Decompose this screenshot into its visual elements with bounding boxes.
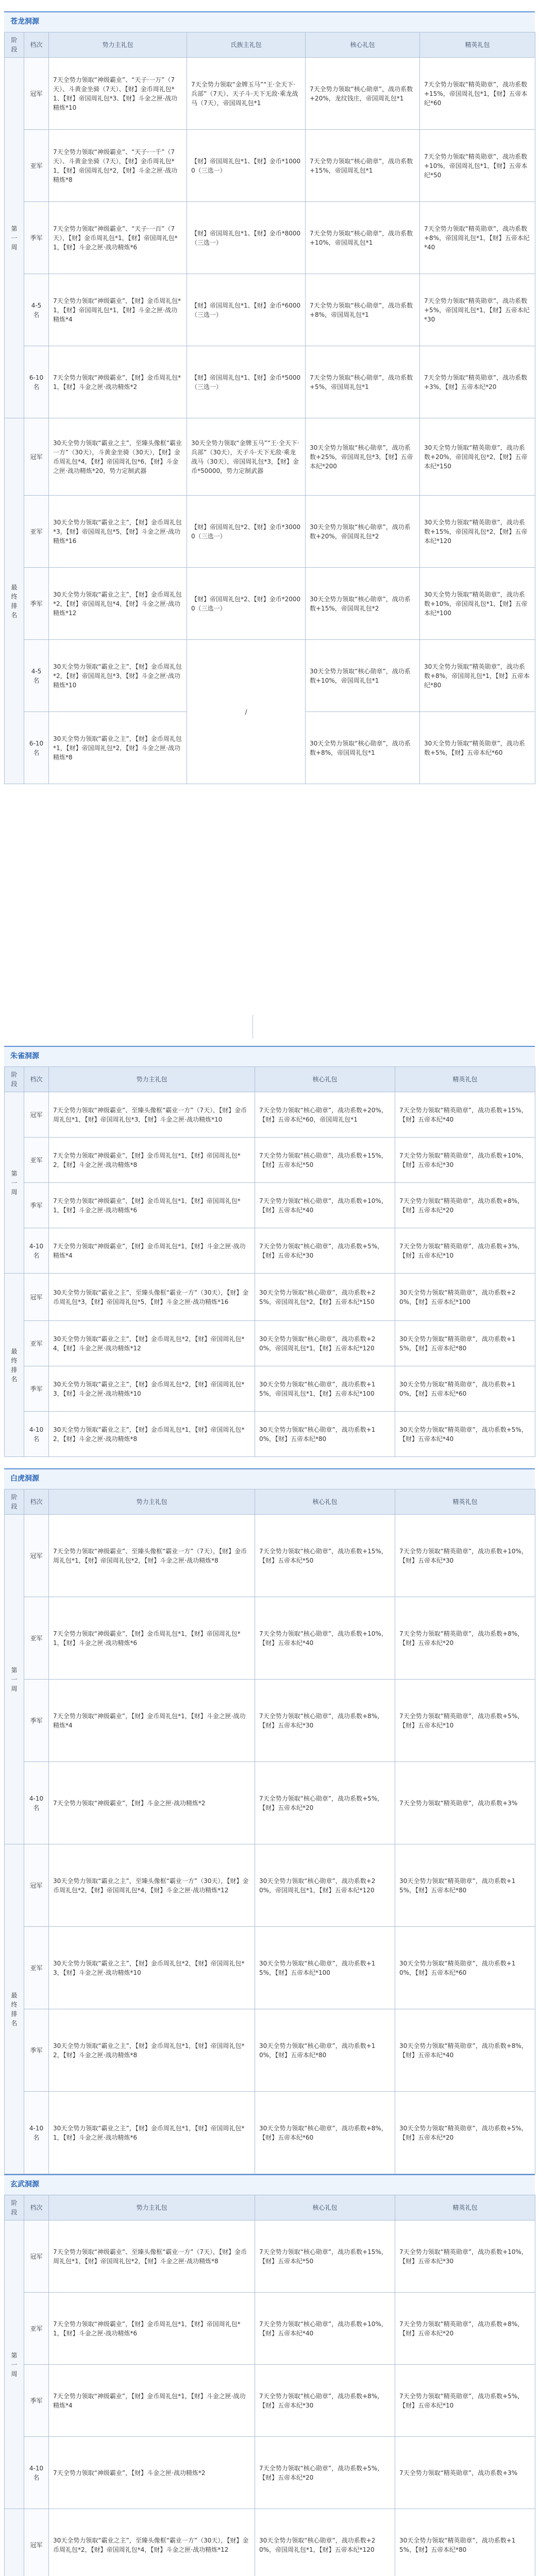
power-reward: 30天全势力领取“霸业之主”，【财】金币周礼包*2，【财】帝国周礼包*4，【财】斗金之匣·战功精炼*12 bbox=[49, 1321, 255, 1366]
table-row bbox=[5, 2009, 535, 2092]
tier-label: 4-10名 bbox=[24, 2437, 49, 2509]
tier-label: 4-10名 bbox=[24, 1228, 49, 1274]
reward-table bbox=[4, 1489, 535, 2174]
power-reward: 7天全势力领取“神级霸业”，【财】金币周礼包*1，【财】帝国周礼包*1，【财】斗金之匣·战功精炼*4 bbox=[49, 274, 187, 346]
elite-reward: 30天全势力领取“精英勋章”，战功系数+10%，【财】五帝本纪*60 bbox=[395, 1927, 535, 2009]
core-reward: 7天全势力领取“核心勋章”，战功系数+15%，【财】五帝本纪*50 bbox=[255, 2221, 395, 2293]
table-row bbox=[5, 1515, 535, 1597]
core-reward: 7天全势力领取“核心勋章”，战功系数+15%，【财】五帝本纪*50 bbox=[255, 1138, 395, 1183]
power-reward: 7天全势力领取“神级霸业”，【财】金币周礼包*1，【财】帝国周礼包*1，【财】斗金之匣·战功精炼*6 bbox=[49, 2293, 255, 2365]
power-reward: 30天全势力领取“霸业之主”，【财】金币周礼包*2，【财】帝国周礼包*3，【财】斗金之匣·战功精炼*10 bbox=[49, 640, 187, 712]
table-row bbox=[5, 1680, 535, 1762]
tier-label: 冠军 bbox=[24, 1274, 49, 1321]
section-title: 玄武洞源 bbox=[4, 2174, 535, 2195]
core-reward: 30天全势力领取“核心勋章”，战功系数+15%，帝国周礼包*1，【财】五帝本纪*100 bbox=[255, 1366, 395, 1412]
power-reward: 7天全势力领取“神级霸业”，【财】金币周礼包*1，【财】帝国周礼包*2，【财】斗金之匣·战功精炼*8 bbox=[49, 1138, 255, 1183]
reward-table bbox=[4, 1066, 535, 1457]
table-row bbox=[5, 2509, 535, 2576]
table-row bbox=[5, 1138, 535, 1183]
tier-label: 季军 bbox=[24, 1183, 49, 1228]
power-reward: 30天全势力领取“霸业之主”，至臻头像框“霸业一方”（30天），斗黄金坐骑（30天），【财】金币周礼包*4，【财】帝国周礼包*6，【财】斗金之匣·战功精炼*20，势力定制武器 bbox=[49, 418, 187, 496]
elite-reward: 30天全势力领取“精英勋章”，战功系数+15%，【财】五帝本纪*80 bbox=[395, 1844, 535, 1927]
power-reward: 7天全势力领取“神级霸业”，【财】斗金之匣·战功精炼*2 bbox=[49, 2437, 255, 2509]
section-title: 朱雀洞源 bbox=[4, 1046, 535, 1066]
table-row bbox=[5, 2365, 535, 2437]
tier-label: 冠军 bbox=[24, 1092, 49, 1138]
tier-label: 冠军 bbox=[24, 2221, 49, 2293]
core-reward: 30天全势力领取“核心勋章”，战功系数+20%，帝国周礼包*1，【财】五帝本纪*120 bbox=[255, 1321, 395, 1366]
core-reward: 7天全势力领取“核心勋章”，战功系数+8%，【财】五帝本纪*30 bbox=[255, 2365, 395, 2437]
elite-reward: 7天全势力领取“精英勋章”，战功系数+3%，【财】五帝本纪*20 bbox=[420, 346, 535, 418]
power-reward: 7天全势力领取“神级霸业”，【财】金币周礼包*1，【财】斗金之匣·战功精炼*4 bbox=[49, 1228, 255, 1274]
core-reward: 7天全势力领取“核心勋章”，战功系数+20%，【财】五帝本纪*60，帝国周礼包*1 bbox=[255, 1092, 395, 1138]
core-reward: 7天全势力领取“核心勋章”，战功系数+5%，帝国周礼包*1 bbox=[306, 346, 420, 418]
power-reward: 7天全势力领取“神级霸业”、至臻头像框“霸业一方”（7天），【财】金币周礼包*1，【财】帝国周礼包*2，【财】斗金之匣·战功精炼*8 bbox=[49, 2221, 255, 2293]
clan-reward-empty: / bbox=[187, 640, 306, 784]
core-reward: 7天全势力领取“核心勋章”，战功系数+8%，帝国周礼包*1 bbox=[306, 274, 420, 346]
tier-label: 季军 bbox=[24, 1366, 49, 1412]
header-stage: 阶段 bbox=[5, 2195, 24, 2221]
power-reward: 30天全势力领取“霸业之主”，【财】金币周礼包*2，【财】帝国周礼包*3，【财】斗金之匣·战功精炼*10 bbox=[49, 1366, 255, 1412]
elite-reward: 30天全势力领取“精英勋章”，战功系数+5%，【财】五帝本纪*20 bbox=[395, 2092, 535, 2174]
table-row bbox=[5, 1844, 535, 1927]
stage-label: 第一周 bbox=[5, 2221, 24, 2509]
core-reward: 30天全势力领取“核心勋章”，战功系数+8%，【财】五帝本纪*60 bbox=[255, 2092, 395, 2174]
power-reward: 30天全势力领取“霸业之主”，至臻头像框“霸业一方”（30天），【财】金币周礼包*2，【财】帝国周礼包*4，【财】斗金之匣·战功精炼*12 bbox=[49, 1844, 255, 1927]
reward-table bbox=[4, 2195, 535, 2576]
elite-reward: 30天全势力领取“精英勋章”，战功系数+8%，【财】五帝本纪*40 bbox=[395, 2009, 535, 2092]
tier-label: 亚军 bbox=[24, 1927, 49, 2009]
tier-label: 季军 bbox=[24, 568, 49, 640]
table-row bbox=[5, 1228, 535, 1274]
tier-label: 季军 bbox=[24, 2365, 49, 2437]
core-reward: 30天全势力领取“核心勋章”，战功系数+10%，【财】五帝本纪*80 bbox=[255, 1412, 395, 1457]
power-reward: 7天全势力领取“神级霸业”、“天子·一万”（7天）、斗黄金坐骑（7天）、【财】金币周礼包*1、【财】帝国周礼包*3、【财】斗金之匣·战功精炼*10 bbox=[49, 58, 187, 130]
table-row bbox=[5, 568, 535, 640]
table-row bbox=[5, 1321, 535, 1366]
header-elite: 精英礼包 bbox=[395, 1489, 535, 1515]
power-reward: 30天全势力领取“霸业之主”，【财】金币周礼包*1，【财】帝国周礼包*2，【财】斗金之匣·战功精炼*8 bbox=[49, 1412, 255, 1457]
core-reward: 7天全势力领取“核心勋章”，战功系数+15%，帝国周礼包*1 bbox=[306, 130, 420, 202]
elite-reward: 7天全势力领取“精英勋章”，战功系数+15%，【财】五帝本纪*40 bbox=[395, 1092, 535, 1138]
power-reward: 30天全势力领取“霸业之主”，【财】金币周礼包*2，【财】帝国周礼包*3，【财】斗金之匣·战功精炼*10 bbox=[49, 1927, 255, 2009]
table-row bbox=[5, 1274, 535, 1321]
elite-reward: 30天全势力领取“精英勋章”，战功系数+15%，帝国周礼包*2，【财】五帝本纪*120 bbox=[420, 496, 535, 568]
power-reward: 7天全势力领取“神级霸业”，【财】金币周礼包*1，【财】斗金之匣·战功精炼*4 bbox=[49, 1680, 255, 1762]
clan-reward: 30天全势力领取“金牌玉马”“王·全天下·兵部”（30天），天子斗·天下无敌·乘龙战马（30天），帝国周礼包*3，【财】金币*50000，势力定制武器 bbox=[187, 418, 306, 496]
table-row bbox=[5, 2437, 535, 2509]
tier-label: 4-10名 bbox=[24, 2092, 49, 2174]
clan-reward: 【财】帝国周礼包*1、【财】金币*10000（三选一） bbox=[187, 130, 306, 202]
power-reward: 30天全势力领取“霸业之主”，【财】金币周礼包*3，【财】帝国周礼包*5，【财】斗金之匣·战功精炼*16 bbox=[49, 496, 187, 568]
tier-label: 4-5名 bbox=[24, 274, 49, 346]
tier-label: 亚军 bbox=[24, 1597, 49, 1680]
tier-label: 4-5名 bbox=[24, 640, 49, 712]
power-reward: 7天全势力领取“神级霸业”，【财】金币周礼包*1，【财】帝国周礼包*1，【财】斗金之匣·战功精炼*6 bbox=[49, 1597, 255, 1680]
header-core: 核心礼包 bbox=[255, 1067, 395, 1092]
core-reward: 7天全势力领取“核心勋章”，战功系数+10%，【财】五帝本纪*40 bbox=[255, 1597, 395, 1680]
table-row bbox=[5, 1412, 535, 1457]
table-row bbox=[5, 346, 535, 418]
tier-label: 4-10名 bbox=[24, 1762, 49, 1844]
table-header-row bbox=[5, 1067, 535, 1092]
header-power: 势力主礼包 bbox=[49, 32, 187, 58]
clan-reward: 【财】帝国周礼包*1、【财】金币*6000（三选一） bbox=[187, 274, 306, 346]
core-reward: 30天全势力领取“核心勋章”，战功系数+25%，帝国周礼包*2，【财】五帝本纪*150 bbox=[255, 1274, 395, 1321]
power-reward: 7天全势力领取“神级霸业”、至臻头像框“霸业一方”（7天），【财】金币周礼包*1，【财】帝国周礼包*3，【财】斗金之匣·战功精炼*10 bbox=[49, 1092, 255, 1138]
section-title: 苍龙洞源 bbox=[4, 11, 535, 32]
tier-label: 冠军 bbox=[24, 1515, 49, 1597]
table-row bbox=[5, 58, 535, 130]
clan-reward: 【财】帝国周礼包*1、【财】金币*8000（三选一） bbox=[187, 202, 306, 274]
elite-reward: 7天全势力领取“精英勋章”，战功系数+5%，【财】五帝本纪*10 bbox=[395, 2365, 535, 2437]
table-header-row bbox=[5, 2195, 535, 2221]
power-reward: 30天全势力领取“霸业之主”，【财】金币周礼包*1，【财】帝国周礼包*1，【财】斗金之匣·战功精炼*6 bbox=[49, 2092, 255, 2174]
stage-label: 第一周 bbox=[5, 1092, 24, 1274]
power-reward: 30天全势力领取“霸业之主”，至臻头像框“霸业一方”（30天），【财】金币周礼包*3，【财】帝国周礼包*5，【财】斗金之匣·战功精炼*16 bbox=[49, 1274, 255, 1321]
table-row bbox=[5, 2092, 535, 2174]
header-power: 势力主礼包 bbox=[49, 2195, 255, 2221]
clan-reward: 7天全势力领取“金牌玉马”“王·全天下·兵部”（7天）、天子斗·天下无敌·乘龙战马（7天），帝国周礼包*1 bbox=[187, 58, 306, 130]
core-reward: 30天全势力领取“核心勋章”，战功系数+15%，【财】五帝本纪*100 bbox=[255, 1927, 395, 2009]
stage-label: 最终排名 bbox=[5, 1844, 24, 2174]
tier-label: 6-10名 bbox=[24, 346, 49, 418]
header-stage: 阶段 bbox=[5, 32, 24, 58]
core-reward: 30天全势力领取“核心勋章”，战功系数+20%，帝国周礼包*2 bbox=[306, 496, 420, 568]
elite-reward: 7天全势力领取“精英勋章”，战功系数+5%，【财】五帝本纪*10 bbox=[395, 1680, 535, 1762]
power-reward: 30天全势力领取“霸业之主”，【财】金币周礼包*2，【财】帝国周礼包*4，【财】斗金之匣·战功精炼*12 bbox=[49, 568, 187, 640]
table-row bbox=[5, 2293, 535, 2365]
table-row bbox=[5, 1092, 535, 1138]
elite-reward: 7天全势力领取“精英勋章”，战功系数+8%，帝国周礼包*1，【财】五帝本纪*40 bbox=[420, 202, 535, 274]
elite-reward: 7天全势力领取“精英勋章”，战功系数+8%，【财】五帝本纪*20 bbox=[395, 1183, 535, 1228]
elite-reward: 30天全势力领取“精英勋章”，战功系数+5%，【财】五帝本纪*40 bbox=[395, 1412, 535, 1457]
stage-label: 最终排名 bbox=[5, 1274, 24, 1457]
table-row bbox=[5, 418, 535, 496]
table-row bbox=[5, 1762, 535, 1844]
tier-label: 亚军 bbox=[24, 2293, 49, 2365]
power-reward: 7天全势力领取“神级霸业”，【财】金币周礼包*1，【财】斗金之匣·战功精炼*2 bbox=[49, 346, 187, 418]
stage-label bbox=[5, 2509, 24, 2576]
tier-label: 季军 bbox=[24, 202, 49, 274]
header-core: 核心礼包 bbox=[255, 2195, 395, 2221]
section-divider bbox=[252, 1015, 257, 1039]
core-reward: 7天全势力领取“核心勋章”，战功系数+15%，【财】五帝本纪*50 bbox=[255, 1515, 395, 1597]
header-stage: 阶段 bbox=[5, 1489, 24, 1515]
power-reward: 7天全势力领取“神级霸业”、“天子·一百”（7天），【财】金币周礼包*1，【财】帝国周礼包*1，【财】斗金之匣·战功精炼*6 bbox=[49, 202, 187, 274]
table-row bbox=[5, 1597, 535, 1680]
core-reward: 7天全势力领取“核心勋章”，战功系数+5%，【财】五帝本纪*20 bbox=[255, 2437, 395, 2509]
core-reward: 30天全势力领取“核心勋章”，战功系数+15%，帝国周礼包*2 bbox=[306, 568, 420, 640]
elite-reward: 7天全势力领取“精英勋章”，战功系数+10%，【财】五帝本纪*30 bbox=[395, 1515, 535, 1597]
elite-reward: 30天全势力领取“精英勋章”，战功系数+10%，【财】五帝本纪*60 bbox=[395, 1366, 535, 1412]
table-row bbox=[5, 2221, 535, 2293]
header-tier: 档次 bbox=[24, 1489, 49, 1515]
elite-reward: 7天全势力领取“精英勋章”，战功系数+3% bbox=[395, 2437, 535, 2509]
core-reward: 7天全势力领取“核心勋章”，战功系数+8%，【财】五帝本纪*30 bbox=[255, 1680, 395, 1762]
core-reward: 30天全势力领取“核心勋章”，战功系数+25%，帝国周礼包*3，【财】五帝本纪*200 bbox=[306, 418, 420, 496]
elite-reward: 7天全势力领取“精英勋章”，战功系数+10%，【财】五帝本纪*30 bbox=[395, 2221, 535, 2293]
elite-reward: 7天全势力领取“精英勋章”，战功系数+8%，【财】五帝本纪*20 bbox=[395, 2293, 535, 2365]
header-clan: 氏族主礼包 bbox=[187, 32, 306, 58]
power-reward: 7天全势力领取“神级霸业”，【财】斗金之匣·战功精炼*2 bbox=[49, 1762, 255, 1844]
table-row bbox=[5, 1183, 535, 1228]
tier-label: 冠军 bbox=[24, 418, 49, 496]
elite-reward: 7天全势力领取“精英勋章”，战功系数+15%，帝国周礼包*1，【财】五帝本纪*60 bbox=[420, 58, 535, 130]
core-reward: 30天全势力领取“核心勋章”，战功系数+20%，帝国周礼包*1，【财】五帝本纪*120 bbox=[255, 1844, 395, 1927]
header-tier: 档次 bbox=[24, 1067, 49, 1092]
stage-label: 第一周 bbox=[5, 1515, 24, 1844]
tier-label: 亚军 bbox=[24, 130, 49, 202]
elite-reward: 30天全势力领取“精英勋章”，战功系数+5%，【财】五帝本纪*60 bbox=[420, 712, 535, 784]
tier-label: 亚军 bbox=[24, 496, 49, 568]
core-reward: 30天全势力领取“核心勋章”，战功系数+20%，帝国周礼包*1，【财】五帝本纪*120 bbox=[255, 2509, 395, 2576]
table-row bbox=[5, 640, 535, 712]
power-reward: 30天全势力领取“霸业之主”，【财】金币周礼包*1，【财】帝国周礼包*2，【财】斗金之匣·战功精炼*8 bbox=[49, 712, 187, 784]
tier-label: 6-10名 bbox=[24, 712, 49, 784]
core-reward: 30天全势力领取“核心勋章”，战功系数+8%，帝国周礼包*1 bbox=[306, 712, 420, 784]
core-reward: 30天全势力领取“核心勋章”，战功系数+10%，帝国周礼包*1 bbox=[306, 640, 420, 712]
table-header-row bbox=[5, 32, 535, 58]
elite-reward: 7天全势力领取“精英勋章”，战功系数+10%，帝国周礼包*1，【财】五帝本纪*50 bbox=[420, 130, 535, 202]
header-stage: 阶段 bbox=[5, 1067, 24, 1092]
header-core: 核心礼包 bbox=[255, 1489, 395, 1515]
header-elite: 精英礼包 bbox=[420, 32, 535, 58]
header-elite: 精英礼包 bbox=[395, 2195, 535, 2221]
tier-label: 冠军 bbox=[24, 1844, 49, 1927]
core-reward: 7天全势力领取“核心勋章”，战功系数+5%，【财】五帝本纪*30 bbox=[255, 1228, 395, 1274]
power-reward: 30天全势力领取“霸业之主”，至臻头像框“霸业一方”（30天），【财】金币周礼包*2，【财】帝国周礼包*4，【财】斗金之匣·战功精炼*12 bbox=[49, 2509, 255, 2576]
clan-reward: 【财】帝国周礼包*2、【财】金币*20000（三选一） bbox=[187, 568, 306, 640]
elite-reward: 7天全势力领取“精英勋章”，战功系数+3%，【财】五帝本纪*10 bbox=[395, 1228, 535, 1274]
section-title: 白虎洞源 bbox=[4, 1468, 535, 1489]
elite-reward: 7天全势力领取“精英勋章”，战功系数+3% bbox=[395, 1762, 535, 1844]
power-reward: 7天全势力领取“神级霸业”、至臻头像框“霸业一方”（7天），【财】金币周礼包*1，【财】帝国周礼包*2，【财】斗金之匣·战功精炼*8 bbox=[49, 1515, 255, 1597]
core-reward: 7天全势力领取“核心勋章”，战功系数+20%，龙纹钱庄，帝国周礼包*1 bbox=[306, 58, 420, 130]
power-reward: 7天全势力领取“神级霸业”，【财】金币周礼包*1，【财】帝国周礼包*1，【财】斗金之匣·战功精炼*6 bbox=[49, 1183, 255, 1228]
elite-reward: 7天全势力领取“精英勋章”，战功系数+10%，【财】五帝本纪*30 bbox=[395, 1138, 535, 1183]
table-row bbox=[5, 1927, 535, 2009]
table-row bbox=[5, 1366, 535, 1412]
table-row bbox=[5, 202, 535, 274]
tier-label: 冠军 bbox=[24, 58, 49, 130]
elite-reward: 7天全势力领取“精英勋章”，战功系数+8%，【财】五帝本纪*20 bbox=[395, 1597, 535, 1680]
header-elite: 精英礼包 bbox=[395, 1067, 535, 1092]
power-reward: 30天全势力领取“霸业之主”，【财】金币周礼包*1，【财】帝国周礼包*2，【财】斗金之匣·战功精炼*8 bbox=[49, 2009, 255, 2092]
elite-reward: 30天全势力领取“精英勋章”，战功系数+20%，【财】五帝本纪*100 bbox=[395, 1274, 535, 1321]
elite-reward: 30天全势力领取“精英勋章”，战功系数+15%，【财】五帝本纪*80 bbox=[395, 2509, 535, 2576]
elite-reward: 30天全势力领取“精英勋章”，战功系数+15%，【财】五帝本纪*80 bbox=[395, 1321, 535, 1366]
header-core: 核心礼包 bbox=[306, 32, 420, 58]
table-row bbox=[5, 274, 535, 346]
tier-label: 季军 bbox=[24, 1680, 49, 1762]
table-row bbox=[5, 496, 535, 568]
core-reward: 30天全势力领取“核心勋章”，战功系数+10%，【财】五帝本纪*80 bbox=[255, 2009, 395, 2092]
table-row bbox=[5, 130, 535, 202]
tier-label: 亚军 bbox=[24, 1138, 49, 1183]
core-reward: 7天全势力领取“核心勋章”，战功系数+10%，【财】五帝本纪*40 bbox=[255, 2293, 395, 2365]
elite-reward: 30天全势力领取“精英勋章”，战功系数+10%，帝国周礼包*1，【财】五帝本纪*100 bbox=[420, 568, 535, 640]
clan-reward: 【财】帝国周礼包*1、【财】金币*5000（三选一） bbox=[187, 346, 306, 418]
table-header-row bbox=[5, 1489, 535, 1515]
header-power: 势力主礼包 bbox=[49, 1489, 255, 1515]
power-reward: 7天全势力领取“神级霸业”，【财】金币周礼包*1，【财】斗金之匣·战功精炼*4 bbox=[49, 2365, 255, 2437]
elite-reward: 30天全势力领取“精英勋章”，战功系数+8%，帝国周礼包*1，【财】五帝本纪*80 bbox=[420, 640, 535, 712]
elite-reward: 7天全势力领取“精英勋章”，战功系数+5%，帝国周礼包*1，【财】五帝本纪*30 bbox=[420, 274, 535, 346]
tier-label: 冠军 bbox=[24, 2509, 49, 2576]
power-reward: 7天全势力领取“神级霸业”、“天子·一千”（7天）、斗黄金坐骑（7天），【财】金币周礼包*1，【财】帝国周礼包*2，【财】斗金之匣·战功精炼*8 bbox=[49, 130, 187, 202]
header-tier: 档次 bbox=[24, 32, 49, 58]
tier-label: 亚军 bbox=[24, 1321, 49, 1366]
header-power: 势力主礼包 bbox=[49, 1067, 255, 1092]
reward-table bbox=[4, 32, 535, 784]
header-tier: 档次 bbox=[24, 2195, 49, 2221]
stage-label: 最终排名 bbox=[5, 418, 24, 784]
tier-label: 4-10名 bbox=[24, 1412, 49, 1457]
stage-label: 第一周 bbox=[5, 58, 24, 418]
tier-label: 季军 bbox=[24, 2009, 49, 2092]
core-reward: 7天全势力领取“核心勋章”，战功系数+10%，【财】五帝本纪*40 bbox=[255, 1183, 395, 1228]
core-reward: 7天全势力领取“核心勋章”，战功系数+5%，【财】五帝本纪*20 bbox=[255, 1762, 395, 1844]
elite-reward: 30天全势力领取“精英勋章”，战功系数+20%，帝国周礼包*2，【财】五帝本纪*150 bbox=[420, 418, 535, 496]
clan-reward: 【财】帝国周礼包*2、【财】金币*30000（三选一） bbox=[187, 496, 306, 568]
core-reward: 7天全势力领取“核心勋章”，战功系数+10%，帝国周礼包*1 bbox=[306, 202, 420, 274]
